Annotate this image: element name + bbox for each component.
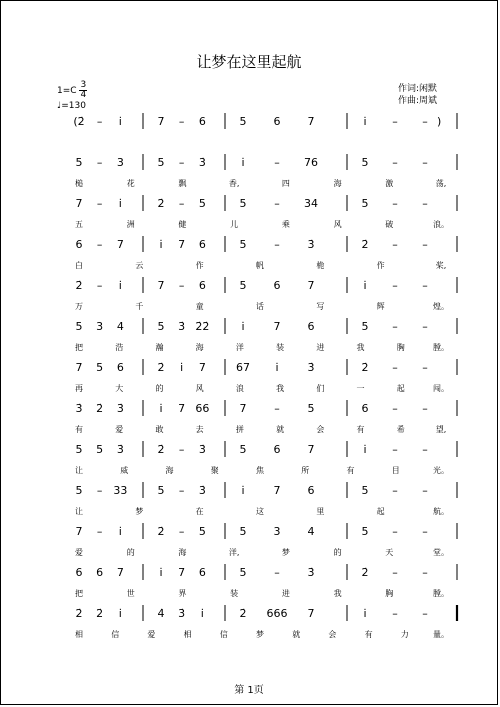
lyric-syllable: 作 [376,261,385,270]
lyric-syllable: 海 [333,179,342,188]
note: 7 [178,238,186,251]
note: 7 [157,279,165,292]
note: 34 [304,197,318,210]
note: 4 [116,320,124,333]
lyric-syllable: 光。 [433,466,449,475]
note: 5 [96,443,104,456]
note: – [392,320,398,333]
lyric-syllable: 就 [276,425,285,434]
lyric-syllable: 海 [195,343,204,352]
note: 6 [307,320,315,333]
lyric-syllable: 浪 [235,384,244,393]
lyric-syllable: 云 [135,261,144,270]
lyric-syllable: 敢 [155,425,164,434]
lyric-syllable: 起 [396,384,405,393]
note: 3̇ [307,361,315,374]
note: 5 [239,525,247,538]
note: (2̇ [73,115,85,128]
note: 7 [116,566,124,579]
note: 5 [239,566,247,579]
lyric-syllable: 进 [316,343,325,352]
note: 6 [273,279,281,292]
lyric-syllable: 天 [385,548,394,557]
lyric-syllable: 就 [292,630,301,639]
note: – [274,197,280,210]
note: 5 [75,443,83,456]
lyric-syllable: 帆 [256,261,264,270]
lyric-syllable: 再 [75,384,83,393]
lyric-syllable: 洋 [235,343,244,352]
lyric-syllable: 花 [126,179,135,188]
note: – [422,525,428,538]
note: 2̇ [75,279,83,292]
lyric-syllable: 所 [301,466,310,475]
note: i̇ [180,361,184,374]
note: i̇ [241,156,245,169]
note: – [422,238,428,251]
note: – [392,156,398,169]
note: 7 [239,402,247,415]
note: i̇ [118,197,122,210]
note: – [274,566,280,579]
lyric-syllable: 里 [316,507,325,516]
lyric-syllable: 四 [281,179,290,188]
note: 7 [75,197,83,210]
lyric-syllable: 装 [230,589,239,598]
note: – [178,484,185,497]
note: i̇ [275,361,279,374]
note: 7 [198,361,206,374]
note: 6 [361,402,369,415]
note: – [422,115,428,128]
lyric-syllable: 荡, [435,179,447,188]
lyric-syllable: 的 [333,548,342,557]
lyric-syllable: 乘 [281,220,290,229]
note: 7 [75,361,83,374]
note: 5 [75,320,83,333]
note: 7 [307,443,315,456]
note: – [96,238,103,251]
lyric-syllable: 有 [356,425,365,434]
note: 6 [307,484,315,497]
note: 2̇ [75,607,83,620]
note: 5 [361,320,369,333]
lyric-syllable: 我 [356,343,365,352]
lyric-syllable: 五 [75,220,83,229]
note: 2̇ [239,607,247,620]
lyric-syllable: 拼 [235,425,244,434]
lyric-syllable: 辉 [376,302,385,311]
note: 2̇2̇ [195,320,210,333]
note: – [422,156,428,169]
note: 6 [96,566,104,579]
lyric-syllable: 们 [316,384,325,393]
note: 3 [273,525,281,538]
note: – [274,156,280,169]
composer: 作曲:周斌 [397,96,437,106]
note: – [422,607,428,620]
note: 2̇ [361,238,369,251]
note: 5 [239,443,247,456]
note: i̇ [241,484,245,497]
lyric-syllable: 有 [346,466,355,475]
page-number: 第 1页 [234,685,264,696]
note: – [392,607,398,620]
note: 5 [75,156,83,169]
note: – [96,484,103,497]
lyric-syllable: 把 [75,589,83,598]
lyric-syllable: 瀚 [155,343,164,352]
lyric-syllable: 航。 [433,507,449,516]
lyric-syllable: 浩 [115,343,124,352]
note: – [422,279,428,292]
note: i̇ [118,115,122,128]
note: – [392,566,398,579]
note: i̇ [200,607,204,620]
note: – [178,197,185,210]
lyric-syllable: 信 [219,630,228,639]
note: – [96,525,103,538]
lyric-syllable: 童 [195,302,204,311]
note: i̇ [159,402,163,415]
note: – [422,443,428,456]
note: – [178,115,185,128]
note: i̇ [363,279,367,292]
note: – [392,115,398,128]
note: – [178,443,185,456]
note: 7 [307,607,315,620]
note: 7 [307,279,315,292]
note: – [392,361,398,374]
note: – [178,525,185,538]
note: 6 [198,238,206,251]
lyric-syllable: 焦 [256,466,264,475]
lyric-syllable: 装 [276,343,285,352]
lyric-syllable: 风 [195,384,204,393]
note: i̇ [118,607,122,620]
lyric-syllable: 聚 [210,466,219,475]
note: 5 [239,279,247,292]
lyric-syllable: 爱 [115,425,124,434]
lyric-syllable: 目 [391,466,400,475]
lyric-syllable: 海 [178,548,187,557]
lyric-syllable: 健 [178,220,187,229]
lyric-syllable: 让 [75,466,83,475]
note: i̇ [118,279,122,292]
note: – [422,566,428,579]
note: 6 [273,443,281,456]
lyric-syllable: 会 [328,630,337,639]
note: 66 [195,402,210,415]
key-name: 1=C [57,86,77,96]
lyric-syllable: 大 [115,384,124,393]
lyric-syllable: 海 [165,466,174,475]
lyric-syllable: 起 [376,507,385,516]
note: i̇ [118,525,122,538]
lyric-syllable: 的 [126,548,135,557]
note: 3̇ [178,607,186,620]
lyric-syllable: 有 [75,425,83,434]
note: – [96,156,103,169]
tempo-mark: ♩=130 [57,101,86,111]
lyric-syllable: 把 [75,343,83,352]
lyric-syllable: 一 [356,384,365,393]
lyric-syllable: 千 [135,302,144,311]
note: 5 [239,115,247,128]
note: 7 [273,484,281,497]
note: 3̇ [198,156,206,169]
note: 7 [75,525,83,538]
lyric-syllable: 槌 [75,179,83,188]
lyric-syllable: 希 [396,425,405,434]
lyric-syllable: 进 [281,589,290,598]
song-title: 让梦在这里起航 [196,53,302,71]
note: – [96,115,103,128]
lyric-syllable: 洲 [126,220,135,229]
note: – [392,197,398,210]
lyric-syllable: 界 [178,589,187,598]
note: 3̇ [307,566,315,579]
lyric-syllable: 膛。 [433,589,449,598]
note: 6 [75,566,83,579]
note: – [392,525,398,538]
note: 3̇ [307,238,315,251]
lyric-syllable: 风 [333,220,342,229]
note: 7 [273,320,281,333]
note: 2̇ [157,361,165,374]
note: 6 [116,361,124,374]
note: 3̇ [116,443,124,456]
note: 5 [361,525,369,538]
note: 4̇ [157,607,165,620]
note: – [96,197,103,210]
lyric-syllable: 世 [126,589,135,598]
lyric-syllable: 梦 [281,548,290,557]
note: 2̇ [96,607,104,620]
note: 3̇ [75,402,83,415]
note: 2̇ [361,361,369,374]
note: 5 [239,238,247,251]
lyric-syllable: 我 [333,589,342,598]
lyric-syllable: 的 [155,384,164,393]
lyric-syllable: 破 [385,220,394,229]
note: – [274,402,280,415]
note: 5 [198,525,206,538]
note: 5 [157,156,165,169]
lyric-syllable: 写 [316,302,325,311]
lyric-syllable: 洋, [228,548,240,557]
note: 2̇ [157,443,165,456]
note: i̇ [159,238,163,251]
note: 7 [157,115,165,128]
note: – [178,156,185,169]
lyric-syllable: 这 [256,507,264,516]
note: – [274,238,280,251]
note: 5 [157,320,165,333]
lyric-syllable: 相 [75,630,83,639]
note: – [392,443,398,456]
note: 3̇ [198,443,206,456]
notation-staff [1,1,499,706]
note: 33 [113,484,128,497]
note: 6 [198,566,206,579]
note: 2̇ [96,402,104,415]
note: 5 [96,361,104,374]
note: 5 [361,484,369,497]
lyric-syllable: 浪。 [433,220,449,229]
note: 2̇ [361,566,369,579]
lyric-syllable: 煌。 [433,302,449,311]
lyric-syllable: 作 [195,261,204,270]
lyric-syllable: 飘 [178,179,187,188]
note: 5 [157,484,165,497]
note: 3̇ [178,320,186,333]
note: i̇ [363,115,367,128]
note: 7 [178,566,186,579]
lyric-syllable: 望, [435,425,447,434]
note: 7 [116,238,124,251]
lyric-syllable: 让 [75,507,83,516]
note: 5 [361,197,369,210]
lyric-syllable: 桨, [435,261,447,270]
repeat-bracket: ) [437,115,442,128]
note: i̇ [241,320,245,333]
note: 4 [307,525,315,538]
note: i̇ [363,607,367,620]
lyric-syllable: 相 [183,630,192,639]
lyric-syllable: 有 [364,630,373,639]
lyric-syllable: 胸 [385,589,394,598]
lyric-syllable: 力 [400,630,409,639]
lyric-syllable: 在 [195,507,204,516]
note: 5 [75,484,83,497]
note: – [392,484,398,497]
note: 6 [75,238,83,251]
note: 7 [307,115,315,128]
note: 5 [198,197,206,210]
note: – [422,484,428,497]
note: 6 [198,279,206,292]
note: 3 [116,156,124,169]
note: 7 [178,402,186,415]
note: 6 [198,115,206,128]
note: – [422,197,428,210]
note: – [392,279,398,292]
time-denominator: 4 [80,90,87,100]
lyric-syllable: 我 [276,384,285,393]
lyric-syllable: 儿 [230,220,239,229]
lyric-syllable: 膛。 [433,343,449,352]
lyric-syllable: 去 [195,425,204,434]
lyric-syllable: 万 [75,302,83,311]
lyric-syllable: 话 [256,302,264,311]
note: – [178,279,185,292]
lyric-syllable: 信 [111,630,120,639]
lyric-syllable: 爱 [75,548,83,557]
note: – [422,320,428,333]
lyric-syllable: 胸 [396,343,405,352]
note: – [96,279,103,292]
note: 2̇ [157,197,165,210]
time-numerator: 3 [80,80,87,90]
note: 6 [273,115,281,128]
lyric-syllable: 量。 [433,630,449,639]
lyric-syllable: 会 [316,425,325,434]
note: 5 [307,402,315,415]
note: 76 [304,156,318,169]
lyric-syllable: 堂。 [433,548,449,557]
note: 666 [266,607,288,620]
note: 3̇ [198,484,206,497]
note: i̇ [159,566,163,579]
lyric-syllable: 激 [385,179,394,188]
note: 5 [239,197,247,210]
note: i̇ [363,443,367,456]
note: 5 [361,156,369,169]
lyric-syllable: 爱 [147,630,156,639]
lyric-syllable: 白 [75,261,83,270]
lyric-syllable: 梦 [256,630,264,639]
lyric-syllable: 梦 [135,507,144,516]
note: 3 [96,320,104,333]
note: – [392,238,398,251]
note: 67 [236,361,250,374]
lyric-syllable: 香, [228,179,240,188]
note: – [422,402,428,415]
lyric-syllable: 威 [120,466,129,475]
lyricist: 作词:闲默 [397,84,437,94]
note: – [392,402,398,415]
note: – [422,361,428,374]
lyric-syllable: 闯。 [433,384,449,393]
lyric-syllable: 桅 [316,261,325,270]
note: 2̇ [157,525,165,538]
note: 3̇ [116,402,124,415]
